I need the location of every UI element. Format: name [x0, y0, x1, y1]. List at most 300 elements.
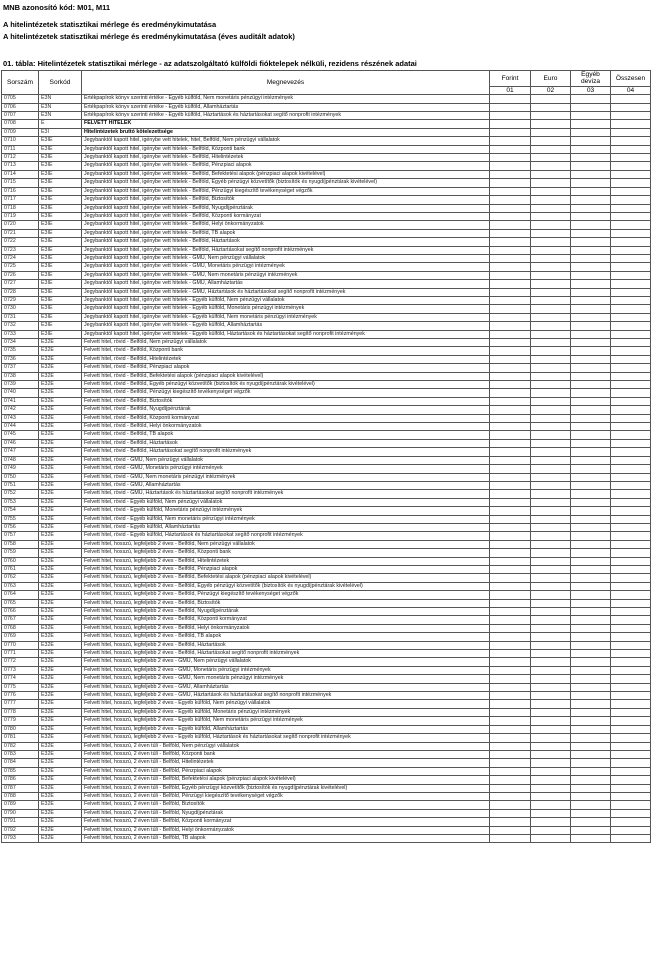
row-value-euro[interactable] [531, 221, 571, 229]
row-value-forint[interactable] [490, 414, 531, 422]
row-value-forint[interactable] [490, 305, 531, 313]
row-value-euro[interactable] [531, 170, 571, 178]
row-value-euro[interactable] [531, 381, 571, 389]
row-value-osszesen[interactable] [611, 692, 651, 700]
row-value-egyeb[interactable] [571, 431, 611, 439]
row-value-osszesen[interactable] [611, 498, 651, 506]
row-value-egyeb[interactable] [571, 616, 611, 624]
row-value-osszesen[interactable] [611, 103, 651, 111]
row-value-egyeb[interactable] [571, 170, 611, 178]
row-value-egyeb[interactable] [571, 120, 611, 128]
row-value-egyeb[interactable] [571, 809, 611, 817]
row-value-egyeb[interactable] [571, 599, 611, 607]
row-value-euro[interactable] [531, 322, 571, 330]
row-value-osszesen[interactable] [611, 229, 651, 237]
row-value-forint[interactable] [490, 759, 531, 767]
row-value-egyeb[interactable] [571, 296, 611, 304]
row-value-euro[interactable] [531, 834, 571, 842]
row-value-euro[interactable] [531, 658, 571, 666]
row-value-osszesen[interactable] [611, 734, 651, 742]
row-value-euro[interactable] [531, 229, 571, 237]
row-value-osszesen[interactable] [611, 717, 651, 725]
row-value-egyeb[interactable] [571, 456, 611, 464]
row-value-egyeb[interactable] [571, 742, 611, 750]
row-value-osszesen[interactable] [611, 818, 651, 826]
row-value-forint[interactable] [490, 196, 531, 204]
row-value-egyeb[interactable] [571, 389, 611, 397]
row-value-egyeb[interactable] [571, 826, 611, 834]
row-value-forint[interactable] [490, 650, 531, 658]
row-value-forint[interactable] [490, 725, 531, 733]
row-value-egyeb[interactable] [571, 103, 611, 111]
row-value-osszesen[interactable] [611, 826, 651, 834]
row-value-egyeb[interactable] [571, 406, 611, 414]
row-value-egyeb[interactable] [571, 288, 611, 296]
row-value-osszesen[interactable] [611, 456, 651, 464]
row-value-osszesen[interactable] [611, 179, 651, 187]
row-value-forint[interactable] [490, 666, 531, 674]
row-value-egyeb[interactable] [571, 565, 611, 573]
row-value-forint[interactable] [490, 103, 531, 111]
row-value-forint[interactable] [490, 246, 531, 254]
row-value-osszesen[interactable] [611, 204, 651, 212]
row-value-osszesen[interactable] [611, 154, 651, 162]
row-value-euro[interactable] [531, 683, 571, 691]
row-value-osszesen[interactable] [611, 666, 651, 674]
row-value-egyeb[interactable] [571, 532, 611, 540]
row-value-egyeb[interactable] [571, 784, 611, 792]
row-value-forint[interactable] [490, 456, 531, 464]
row-value-forint[interactable] [490, 599, 531, 607]
row-value-forint[interactable] [490, 641, 531, 649]
row-value-osszesen[interactable] [611, 296, 651, 304]
row-value-osszesen[interactable] [611, 708, 651, 716]
row-value-osszesen[interactable] [611, 212, 651, 220]
row-value-osszesen[interactable] [611, 389, 651, 397]
row-value-forint[interactable] [490, 608, 531, 616]
row-value-euro[interactable] [531, 582, 571, 590]
row-value-euro[interactable] [531, 650, 571, 658]
row-value-osszesen[interactable] [611, 750, 651, 758]
row-value-forint[interactable] [490, 229, 531, 237]
row-value-euro[interactable] [531, 742, 571, 750]
row-value-forint[interactable] [490, 406, 531, 414]
row-value-osszesen[interactable] [611, 196, 651, 204]
row-value-forint[interactable] [490, 692, 531, 700]
row-value-euro[interactable] [531, 549, 571, 557]
row-value-forint[interactable] [490, 355, 531, 363]
row-value-egyeb[interactable] [571, 507, 611, 515]
row-value-egyeb[interactable] [571, 313, 611, 321]
row-value-forint[interactable] [490, 700, 531, 708]
row-value-egyeb[interactable] [571, 137, 611, 145]
row-value-osszesen[interactable] [611, 591, 651, 599]
row-value-euro[interactable] [531, 112, 571, 120]
row-value-osszesen[interactable] [611, 565, 651, 573]
row-value-osszesen[interactable] [611, 162, 651, 170]
row-value-euro[interactable] [531, 767, 571, 775]
row-value-egyeb[interactable] [571, 280, 611, 288]
row-value-euro[interactable] [531, 179, 571, 187]
row-value-euro[interactable] [531, 633, 571, 641]
row-value-euro[interactable] [531, 490, 571, 498]
row-value-egyeb[interactable] [571, 490, 611, 498]
row-value-forint[interactable] [490, 498, 531, 506]
row-value-euro[interactable] [531, 313, 571, 321]
row-value-forint[interactable] [490, 280, 531, 288]
row-value-forint[interactable] [490, 591, 531, 599]
row-value-egyeb[interactable] [571, 196, 611, 204]
row-value-osszesen[interactable] [611, 120, 651, 128]
row-value-egyeb[interactable] [571, 473, 611, 481]
row-value-forint[interactable] [490, 187, 531, 195]
row-value-osszesen[interactable] [611, 742, 651, 750]
row-value-euro[interactable] [531, 473, 571, 481]
row-value-forint[interactable] [490, 389, 531, 397]
row-value-egyeb[interactable] [571, 582, 611, 590]
row-value-egyeb[interactable] [571, 818, 611, 826]
row-value-egyeb[interactable] [571, 397, 611, 405]
row-value-forint[interactable] [490, 212, 531, 220]
row-value-forint[interactable] [490, 624, 531, 632]
row-value-euro[interactable] [531, 103, 571, 111]
row-value-egyeb[interactable] [571, 95, 611, 103]
row-value-egyeb[interactable] [571, 515, 611, 523]
row-value-osszesen[interactable] [611, 725, 651, 733]
row-value-osszesen[interactable] [611, 423, 651, 431]
row-value-forint[interactable] [490, 734, 531, 742]
row-value-egyeb[interactable] [571, 238, 611, 246]
row-value-forint[interactable] [490, 565, 531, 573]
row-value-osszesen[interactable] [611, 137, 651, 145]
row-value-euro[interactable] [531, 507, 571, 515]
row-value-euro[interactable] [531, 666, 571, 674]
row-value-forint[interactable] [490, 532, 531, 540]
row-value-egyeb[interactable] [571, 322, 611, 330]
row-value-egyeb[interactable] [571, 734, 611, 742]
row-value-euro[interactable] [531, 708, 571, 716]
row-value-euro[interactable] [531, 154, 571, 162]
row-value-forint[interactable] [490, 792, 531, 800]
row-value-osszesen[interactable] [611, 406, 651, 414]
row-value-osszesen[interactable] [611, 271, 651, 279]
row-value-osszesen[interactable] [611, 616, 651, 624]
row-value-egyeb[interactable] [571, 364, 611, 372]
row-value-euro[interactable] [531, 481, 571, 489]
row-value-euro[interactable] [531, 296, 571, 304]
row-value-forint[interactable] [490, 238, 531, 246]
row-value-euro[interactable] [531, 406, 571, 414]
row-value-euro[interactable] [531, 271, 571, 279]
row-value-egyeb[interactable] [571, 448, 611, 456]
row-value-osszesen[interactable] [611, 490, 651, 498]
row-value-forint[interactable] [490, 288, 531, 296]
row-value-osszesen[interactable] [611, 776, 651, 784]
row-value-egyeb[interactable] [571, 683, 611, 691]
row-value-euro[interactable] [531, 532, 571, 540]
row-value-osszesen[interactable] [611, 700, 651, 708]
row-value-forint[interactable] [490, 515, 531, 523]
row-value-forint[interactable] [490, 448, 531, 456]
row-value-egyeb[interactable] [571, 112, 611, 120]
row-value-forint[interactable] [490, 439, 531, 447]
row-value-euro[interactable] [531, 305, 571, 313]
row-value-osszesen[interactable] [611, 364, 651, 372]
row-value-euro[interactable] [531, 145, 571, 153]
row-value-forint[interactable] [490, 372, 531, 380]
row-value-euro[interactable] [531, 372, 571, 380]
row-value-egyeb[interactable] [571, 666, 611, 674]
row-value-forint[interactable] [490, 540, 531, 548]
row-value-osszesen[interactable] [611, 254, 651, 262]
row-value-osszesen[interactable] [611, 608, 651, 616]
row-value-osszesen[interactable] [611, 633, 651, 641]
row-value-euro[interactable] [531, 456, 571, 464]
row-value-euro[interactable] [531, 725, 571, 733]
row-value-egyeb[interactable] [571, 347, 611, 355]
row-value-egyeb[interactable] [571, 414, 611, 422]
row-value-forint[interactable] [490, 431, 531, 439]
row-value-egyeb[interactable] [571, 339, 611, 347]
row-value-euro[interactable] [531, 818, 571, 826]
row-value-forint[interactable] [490, 507, 531, 515]
row-value-euro[interactable] [531, 128, 571, 136]
row-value-euro[interactable] [531, 397, 571, 405]
row-value-euro[interactable] [531, 254, 571, 262]
row-value-egyeb[interactable] [571, 801, 611, 809]
row-value-euro[interactable] [531, 238, 571, 246]
row-value-euro[interactable] [531, 540, 571, 548]
row-value-osszesen[interactable] [611, 313, 651, 321]
row-value-osszesen[interactable] [611, 641, 651, 649]
row-value-euro[interactable] [531, 599, 571, 607]
row-value-forint[interactable] [490, 313, 531, 321]
row-value-egyeb[interactable] [571, 204, 611, 212]
row-value-egyeb[interactable] [571, 162, 611, 170]
row-value-forint[interactable] [490, 826, 531, 834]
row-value-euro[interactable] [531, 280, 571, 288]
row-value-egyeb[interactable] [571, 658, 611, 666]
row-value-forint[interactable] [490, 557, 531, 565]
row-value-osszesen[interactable] [611, 523, 651, 531]
row-value-euro[interactable] [531, 137, 571, 145]
row-value-forint[interactable] [490, 339, 531, 347]
row-value-egyeb[interactable] [571, 641, 611, 649]
row-value-egyeb[interactable] [571, 305, 611, 313]
row-value-forint[interactable] [490, 423, 531, 431]
row-value-euro[interactable] [531, 734, 571, 742]
row-value-osszesen[interactable] [611, 221, 651, 229]
row-value-euro[interactable] [531, 675, 571, 683]
row-value-osszesen[interactable] [611, 448, 651, 456]
row-value-egyeb[interactable] [571, 549, 611, 557]
row-value-egyeb[interactable] [571, 498, 611, 506]
row-value-osszesen[interactable] [611, 515, 651, 523]
row-value-osszesen[interactable] [611, 759, 651, 767]
row-value-euro[interactable] [531, 700, 571, 708]
row-value-forint[interactable] [490, 347, 531, 355]
row-value-forint[interactable] [490, 271, 531, 279]
row-value-egyeb[interactable] [571, 423, 611, 431]
row-value-egyeb[interactable] [571, 263, 611, 271]
row-value-forint[interactable] [490, 574, 531, 582]
row-value-forint[interactable] [490, 784, 531, 792]
row-value-forint[interactable] [490, 809, 531, 817]
row-value-osszesen[interactable] [611, 263, 651, 271]
row-value-euro[interactable] [531, 557, 571, 565]
row-value-egyeb[interactable] [571, 229, 611, 237]
row-value-osszesen[interactable] [611, 650, 651, 658]
row-value-osszesen[interactable] [611, 347, 651, 355]
row-value-egyeb[interactable] [571, 608, 611, 616]
row-value-euro[interactable] [531, 641, 571, 649]
row-value-forint[interactable] [490, 742, 531, 750]
row-value-osszesen[interactable] [611, 381, 651, 389]
row-value-forint[interactable] [490, 549, 531, 557]
row-value-egyeb[interactable] [571, 692, 611, 700]
row-value-osszesen[interactable] [611, 624, 651, 632]
row-value-euro[interactable] [531, 263, 571, 271]
row-value-egyeb[interactable] [571, 776, 611, 784]
row-value-egyeb[interactable] [571, 759, 611, 767]
row-value-osszesen[interactable] [611, 170, 651, 178]
row-value-forint[interactable] [490, 221, 531, 229]
row-value-egyeb[interactable] [571, 439, 611, 447]
row-value-egyeb[interactable] [571, 145, 611, 153]
row-value-euro[interactable] [531, 523, 571, 531]
row-value-forint[interactable] [490, 675, 531, 683]
row-value-egyeb[interactable] [571, 128, 611, 136]
row-value-forint[interactable] [490, 818, 531, 826]
row-value-forint[interactable] [490, 582, 531, 590]
row-value-euro[interactable] [531, 355, 571, 363]
row-value-euro[interactable] [531, 347, 571, 355]
row-value-osszesen[interactable] [611, 95, 651, 103]
row-value-egyeb[interactable] [571, 750, 611, 758]
row-value-egyeb[interactable] [571, 179, 611, 187]
row-value-euro[interactable] [531, 776, 571, 784]
row-value-euro[interactable] [531, 339, 571, 347]
row-value-euro[interactable] [531, 204, 571, 212]
row-value-forint[interactable] [490, 330, 531, 338]
row-value-forint[interactable] [490, 481, 531, 489]
row-value-euro[interactable] [531, 591, 571, 599]
row-value-euro[interactable] [531, 826, 571, 834]
row-value-euro[interactable] [531, 120, 571, 128]
row-value-euro[interactable] [531, 439, 571, 447]
row-value-osszesen[interactable] [611, 280, 651, 288]
row-value-euro[interactable] [531, 246, 571, 254]
row-value-osszesen[interactable] [611, 288, 651, 296]
row-value-forint[interactable] [490, 523, 531, 531]
row-value-egyeb[interactable] [571, 187, 611, 195]
row-value-euro[interactable] [531, 624, 571, 632]
row-value-osszesen[interactable] [611, 439, 651, 447]
row-value-euro[interactable] [531, 608, 571, 616]
row-value-osszesen[interactable] [611, 683, 651, 691]
row-value-osszesen[interactable] [611, 767, 651, 775]
row-value-egyeb[interactable] [571, 355, 611, 363]
row-value-euro[interactable] [531, 515, 571, 523]
row-value-osszesen[interactable] [611, 414, 651, 422]
row-value-egyeb[interactable] [571, 372, 611, 380]
row-value-osszesen[interactable] [611, 473, 651, 481]
row-value-forint[interactable] [490, 120, 531, 128]
row-value-euro[interactable] [531, 187, 571, 195]
row-value-forint[interactable] [490, 170, 531, 178]
row-value-egyeb[interactable] [571, 381, 611, 389]
row-value-osszesen[interactable] [611, 532, 651, 540]
row-value-euro[interactable] [531, 616, 571, 624]
row-value-euro[interactable] [531, 196, 571, 204]
row-value-egyeb[interactable] [571, 591, 611, 599]
row-value-egyeb[interactable] [571, 221, 611, 229]
row-value-euro[interactable] [531, 759, 571, 767]
row-value-euro[interactable] [531, 162, 571, 170]
row-value-egyeb[interactable] [571, 792, 611, 800]
row-value-forint[interactable] [490, 717, 531, 725]
row-value-euro[interactable] [531, 423, 571, 431]
row-value-forint[interactable] [490, 767, 531, 775]
row-value-euro[interactable] [531, 389, 571, 397]
row-value-euro[interactable] [531, 717, 571, 725]
row-value-euro[interactable] [531, 465, 571, 473]
row-value-osszesen[interactable] [611, 372, 651, 380]
row-value-forint[interactable] [490, 263, 531, 271]
row-value-euro[interactable] [531, 288, 571, 296]
row-value-egyeb[interactable] [571, 700, 611, 708]
row-value-osszesen[interactable] [611, 355, 651, 363]
row-value-osszesen[interactable] [611, 465, 651, 473]
row-value-euro[interactable] [531, 565, 571, 573]
row-value-forint[interactable] [490, 364, 531, 372]
row-value-osszesen[interactable] [611, 658, 651, 666]
row-value-euro[interactable] [531, 498, 571, 506]
row-value-euro[interactable] [531, 692, 571, 700]
row-value-osszesen[interactable] [611, 431, 651, 439]
row-value-egyeb[interactable] [571, 330, 611, 338]
row-value-osszesen[interactable] [611, 784, 651, 792]
row-value-egyeb[interactable] [571, 540, 611, 548]
row-value-egyeb[interactable] [571, 675, 611, 683]
row-value-forint[interactable] [490, 658, 531, 666]
row-value-euro[interactable] [531, 364, 571, 372]
row-value-forint[interactable] [490, 254, 531, 262]
row-value-osszesen[interactable] [611, 675, 651, 683]
row-value-egyeb[interactable] [571, 624, 611, 632]
row-value-forint[interactable] [490, 776, 531, 784]
row-value-osszesen[interactable] [611, 330, 651, 338]
row-value-osszesen[interactable] [611, 540, 651, 548]
row-value-osszesen[interactable] [611, 809, 651, 817]
row-value-euro[interactable] [531, 431, 571, 439]
row-value-euro[interactable] [531, 784, 571, 792]
row-value-euro[interactable] [531, 574, 571, 582]
row-value-osszesen[interactable] [611, 507, 651, 515]
row-value-osszesen[interactable] [611, 397, 651, 405]
row-value-egyeb[interactable] [571, 154, 611, 162]
row-value-euro[interactable] [531, 330, 571, 338]
row-value-forint[interactable] [490, 473, 531, 481]
row-value-osszesen[interactable] [611, 834, 651, 842]
row-value-forint[interactable] [490, 204, 531, 212]
row-value-egyeb[interactable] [571, 254, 611, 262]
row-value-egyeb[interactable] [571, 557, 611, 565]
row-value-forint[interactable] [490, 322, 531, 330]
row-value-osszesen[interactable] [611, 112, 651, 120]
row-value-euro[interactable] [531, 95, 571, 103]
row-value-egyeb[interactable] [571, 725, 611, 733]
